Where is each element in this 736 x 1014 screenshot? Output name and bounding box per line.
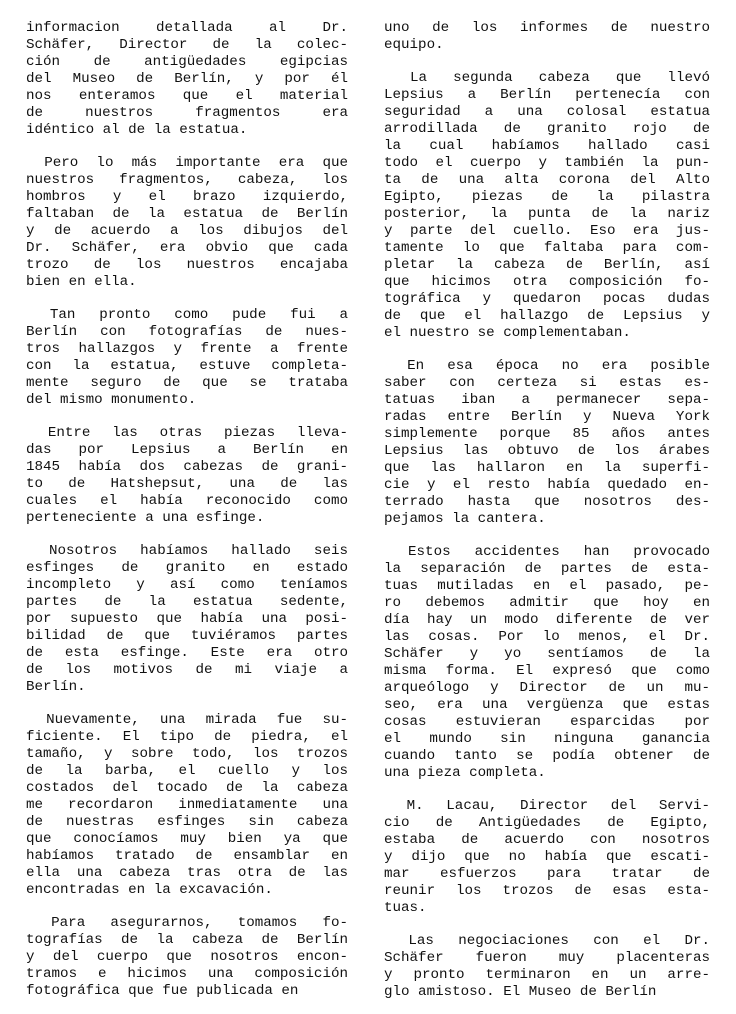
paragraph: [26, 307, 348, 409]
text-line: todo el cuerpo y también la pun-: [384, 155, 710, 171]
text-line: cosas estuvieran esparcidas por: [384, 714, 710, 730]
paragraph-gap: [384, 782, 710, 798]
text-line: Egipto, piezas de la pilastra: [384, 189, 710, 205]
paragraph: [384, 20, 710, 54]
text-line: arrodillada de granito rojo de: [384, 121, 710, 137]
text-line: estaba de acuerdo con nosotros: [384, 832, 710, 848]
text-line: incompleto y así como teníamos: [26, 577, 348, 593]
paragraph-gap: [384, 342, 710, 358]
paragraph-gap: [26, 527, 348, 543]
text-line: arqueólogo y Director de un mu-: [384, 680, 710, 696]
text-line: Schäfer, Director de la colec-: [26, 37, 348, 53]
text-line: trozo de los nuestros encajaba: [26, 257, 348, 273]
text-line: y del cuerpo que nosotros encon-: [26, 949, 348, 965]
paragraph-gap: [26, 291, 348, 307]
paragraph-gap: [26, 139, 348, 155]
text-line: das por Lepsius a Berlín en: [26, 442, 348, 458]
text-line: Tan pronto como pude fui a: [26, 307, 348, 323]
text-line: Las negociaciones con el Dr.: [384, 933, 710, 949]
text-line: perteneciente a una esfinge.: [26, 510, 265, 526]
text-line: mar esfuerzos para tratar de: [384, 866, 710, 882]
paragraph-gap: [26, 899, 348, 915]
text-line: posterior, la punta de la nariz: [384, 206, 710, 222]
text-line: tográfica y quedaron pocas dudas: [384, 291, 710, 307]
text-line: la separación de partes de esta-: [384, 561, 710, 577]
text-line: cie y el resto había quedado en-: [384, 477, 710, 493]
text-line: Lepsius las obtuvo de los árabes: [384, 443, 710, 459]
text-line: tamente lo que faltaba para com-: [384, 240, 710, 256]
paragraph: [26, 20, 348, 139]
paragraph: [26, 155, 348, 291]
text-line: hombros y el brazo izquierdo,: [26, 189, 348, 205]
text-line: fotográfica que fue publicada en: [26, 983, 299, 999]
text-line: esfinges de granito en estado: [26, 560, 348, 576]
paragraph: [384, 933, 710, 1001]
text-line: to de Hatshepsut, una de las: [26, 476, 348, 492]
paragraph: [26, 915, 348, 1000]
paragraph: [26, 425, 348, 527]
text-line: misma forma. El expresó que como: [384, 663, 710, 679]
text-line: de que el hallazgo de Lepsius y: [384, 308, 710, 324]
text-line: idéntico al de la estatua.: [26, 122, 248, 138]
text-line: tuas.: [384, 900, 427, 916]
text-line: bilidad de que tuviéramos partes: [26, 628, 348, 644]
text-line: y de acuerdo a los dibujos del: [26, 223, 348, 239]
text-line: radas entre Berlín y Nueva York: [384, 409, 710, 425]
text-line: simplemente porque 85 años antes: [384, 426, 710, 442]
text-line: Berlín con fotografías de nues-: [26, 324, 348, 340]
paragraph-gap: [26, 409, 348, 425]
text-line: y dijo que no había que escati-: [384, 849, 710, 865]
text-line: tros hallazgos y frente a frente: [26, 341, 348, 357]
text-line: En esa época no era posible: [384, 358, 710, 374]
text-line: tatuas iban a permanecer sepa-: [384, 392, 710, 408]
text-line: faltaban de la estatua de Berlín: [26, 206, 348, 222]
text-line: Lepsius a Berlín pertenecía con: [384, 87, 710, 103]
text-line: tamaño, y sobre todo, los trozos: [26, 746, 348, 762]
text-line: 1845 había dos cabezas de grani-: [26, 459, 348, 475]
text-line: que las hallaron en la superfi-: [384, 460, 710, 476]
text-line: cuales el había reconocido como: [26, 493, 348, 509]
text-line: de nuestras esfinges sin cabeza: [26, 814, 348, 830]
text-line: Entre las otras piezas lleva-: [26, 425, 348, 441]
text-line: Schäfer y yo sentíamos de la: [384, 646, 710, 662]
text-line: por supuesto que había una posi-: [26, 611, 348, 627]
text-line: bien en ella.: [26, 274, 137, 290]
text-line: del mismo monumento.: [26, 392, 197, 408]
text-line: el mundo sin ninguna ganancia: [384, 731, 710, 747]
text-line: ta de una alta corona del Alto: [384, 172, 710, 188]
text-line: partes de la estatua sedente,: [26, 594, 348, 610]
text-line: nuestros fragmentos, cabeza, los: [26, 172, 348, 188]
text-line: y parte del cuello. Eso era jus-: [384, 223, 710, 239]
text-line: cio de Antigüedades de Egipto,: [384, 815, 710, 831]
right-column: [384, 20, 710, 1001]
text-line: Schäfer fueron muy placenteras: [384, 950, 710, 966]
text-line: Pero lo más importante era que: [26, 155, 348, 171]
text-line: Berlín.: [26, 679, 86, 695]
text-line: el nuestro se complementaban.: [384, 325, 631, 341]
text-line: tuas mutiladas en el pasado, pe-: [384, 578, 710, 594]
paragraph: [26, 543, 348, 696]
text-line: la cual habíamos hallado casi: [384, 138, 710, 154]
paragraph-gap: [384, 917, 710, 933]
text-line: informacion detallada al Dr.: [26, 20, 348, 36]
text-line: día hay un modo diferente de ver: [384, 612, 710, 628]
text-line: mente seguro de que se trataba: [26, 375, 348, 391]
text-line: Para asegurarnos, tomamos fo-: [26, 915, 348, 931]
paragraph: [384, 798, 710, 917]
text-line: Nuevamente, una mirada fue su-: [26, 712, 348, 728]
text-line: pejamos la cantera.: [384, 511, 546, 527]
text-line: reunir los trozos de esas esta-: [384, 883, 710, 899]
text-line: ro debemos admitir que hoy en: [384, 595, 710, 611]
text-line: ción de antigüedades egipcias: [26, 54, 348, 70]
text-line: saber con certeza si estas es-: [384, 375, 710, 391]
text-line: del Museo de Berlín, y por él: [26, 71, 348, 87]
text-line: pletar la cabeza de Berlín, así: [384, 257, 710, 273]
text-line: me recordaron inmediatamente una: [26, 797, 348, 813]
text-line: terrado hasta que nosotros des-: [384, 494, 710, 510]
text-line: de la barba, el cuello y los: [26, 763, 348, 779]
text-line: encontradas en la excavación.: [26, 882, 273, 898]
text-line: una pieza completa.: [384, 765, 546, 781]
text-line: ficiente. El tipo de piedra, el: [26, 729, 348, 745]
text-line: que hicimos otra composición fo-: [384, 274, 710, 290]
text-line: de los motivos de mi viaje a: [26, 662, 348, 678]
text-line: Dr. Schäfer, era obvio que cada: [26, 240, 348, 256]
paragraph: [384, 358, 710, 528]
text-line: habíamos tratado de ensamblar en: [26, 848, 348, 864]
text-line: que conocíamos muy bien ya que: [26, 831, 348, 847]
text-line: La segunda cabeza que llevó: [384, 70, 710, 86]
text-line: ella una cabeza tras otra de las: [26, 865, 348, 881]
paragraph: [384, 70, 710, 342]
paragraph-gap: [384, 54, 710, 70]
text-line: tografías de la cabeza de Berlín: [26, 932, 348, 948]
text-line: uno de los informes de nuestro: [384, 20, 710, 36]
text-line: seguridad a una colosal estatua: [384, 104, 710, 120]
text-line: y pronto terminaron en un arre-: [384, 967, 710, 983]
text-line: equipo.: [384, 37, 444, 53]
text-line: costados del tocado de la cabeza: [26, 780, 348, 796]
text-line: Estos accidentes han provocado: [384, 544, 710, 560]
text-line: las cosas. Por lo menos, el Dr.: [384, 629, 710, 645]
text-line: tramos e hicimos una composición: [26, 966, 348, 982]
text-line: seo, era una vergüenza que estas: [384, 697, 710, 713]
text-line: glo amistoso. El Museo de Berlín: [384, 984, 657, 1000]
text-line: de nuestros fragmentos era: [26, 105, 348, 121]
text-line: Nosotros habíamos hallado seis: [26, 543, 348, 559]
text-line: de esta esfinge. Este era otro: [26, 645, 348, 661]
paragraph-gap: [26, 696, 348, 712]
paragraph-gap: [384, 528, 710, 544]
text-line: nos enteramos que el material: [26, 88, 348, 104]
text-line: cuando tanto se podía obtener de: [384, 748, 710, 764]
paragraph: [26, 712, 348, 899]
text-line: con la estatua, estuve completa-: [26, 358, 348, 374]
left-column: [26, 20, 348, 1000]
paragraph: [384, 544, 710, 782]
text-line: M. Lacau, Director del Servi-: [384, 798, 710, 814]
